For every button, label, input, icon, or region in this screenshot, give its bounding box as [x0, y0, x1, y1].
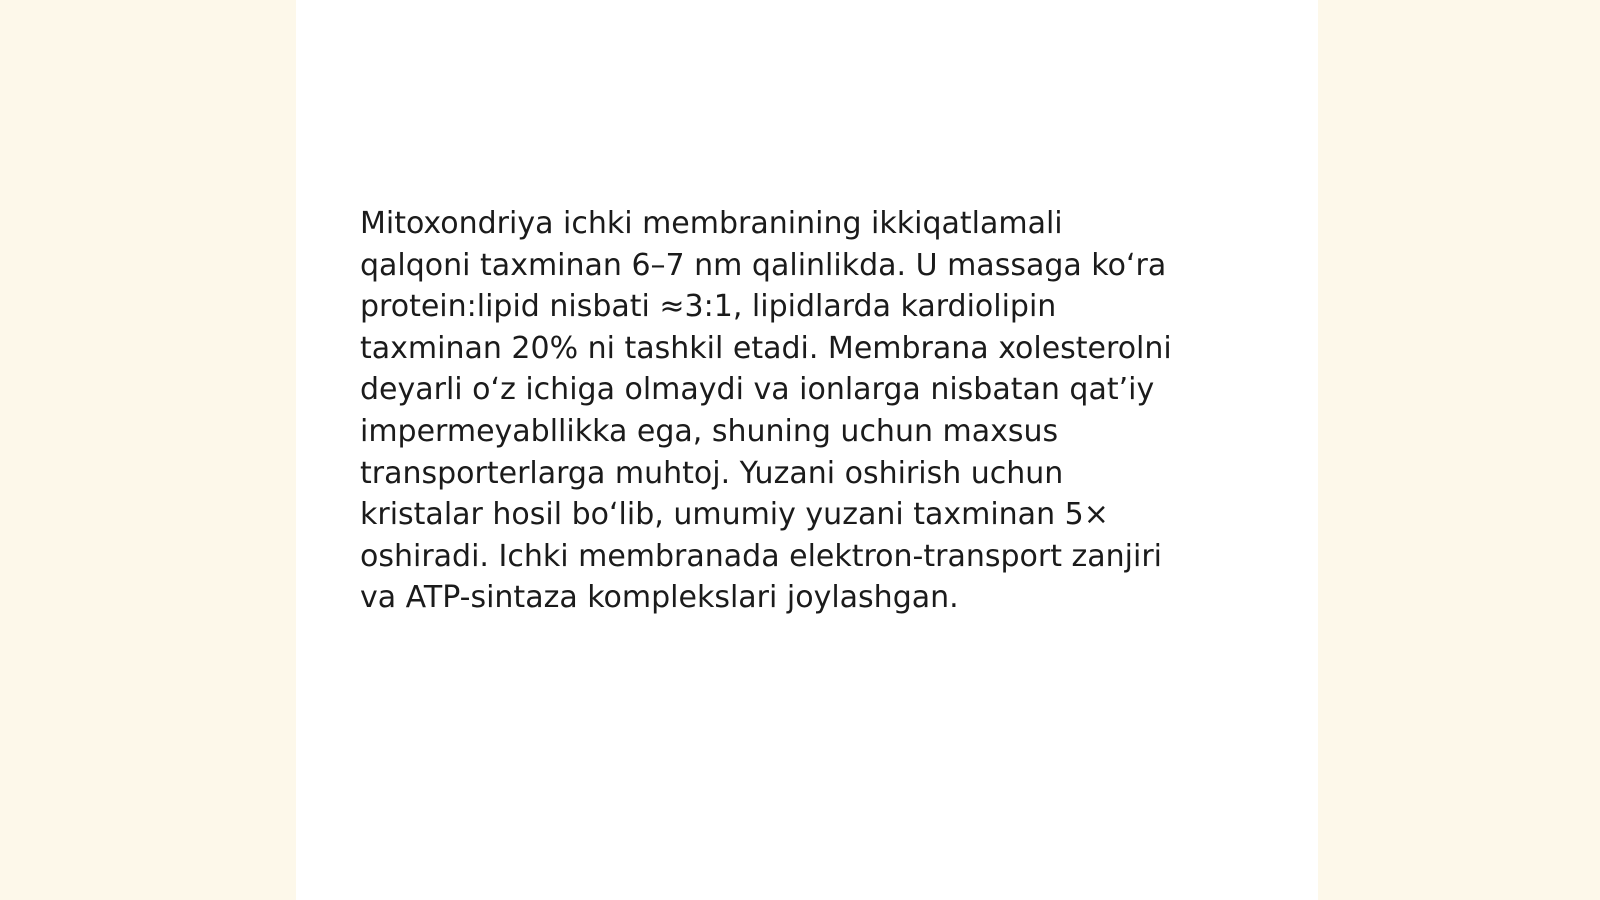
- body-paragraph: Mitoxondriya ichki membranining ikkiqatlamali qalqoni taxminan 6–7 nm qalinlikda. U massaga koʻra protein:lipid nisbati ≈3:1, lipidlarda kardiolipin taxminan 20% ni tashkil etadi. Membrana xolesterolni deyarli oʻz ichiga olmaydi va ionlarga nisbatan qatʼiy impermeyabllikka ega, shuning uchun maxsus transporterlarga muhtoj. Yuzani oshirish uchun kristalar hosil boʻlib, umumiy yuzani taxminan 5× oshiradi. Ichki membranada elektron-transport zanjiri va ATP-sintaza komplekslari joylashgan.: [360, 206, 1172, 616]
- document-page: [296, 0, 1318, 900]
